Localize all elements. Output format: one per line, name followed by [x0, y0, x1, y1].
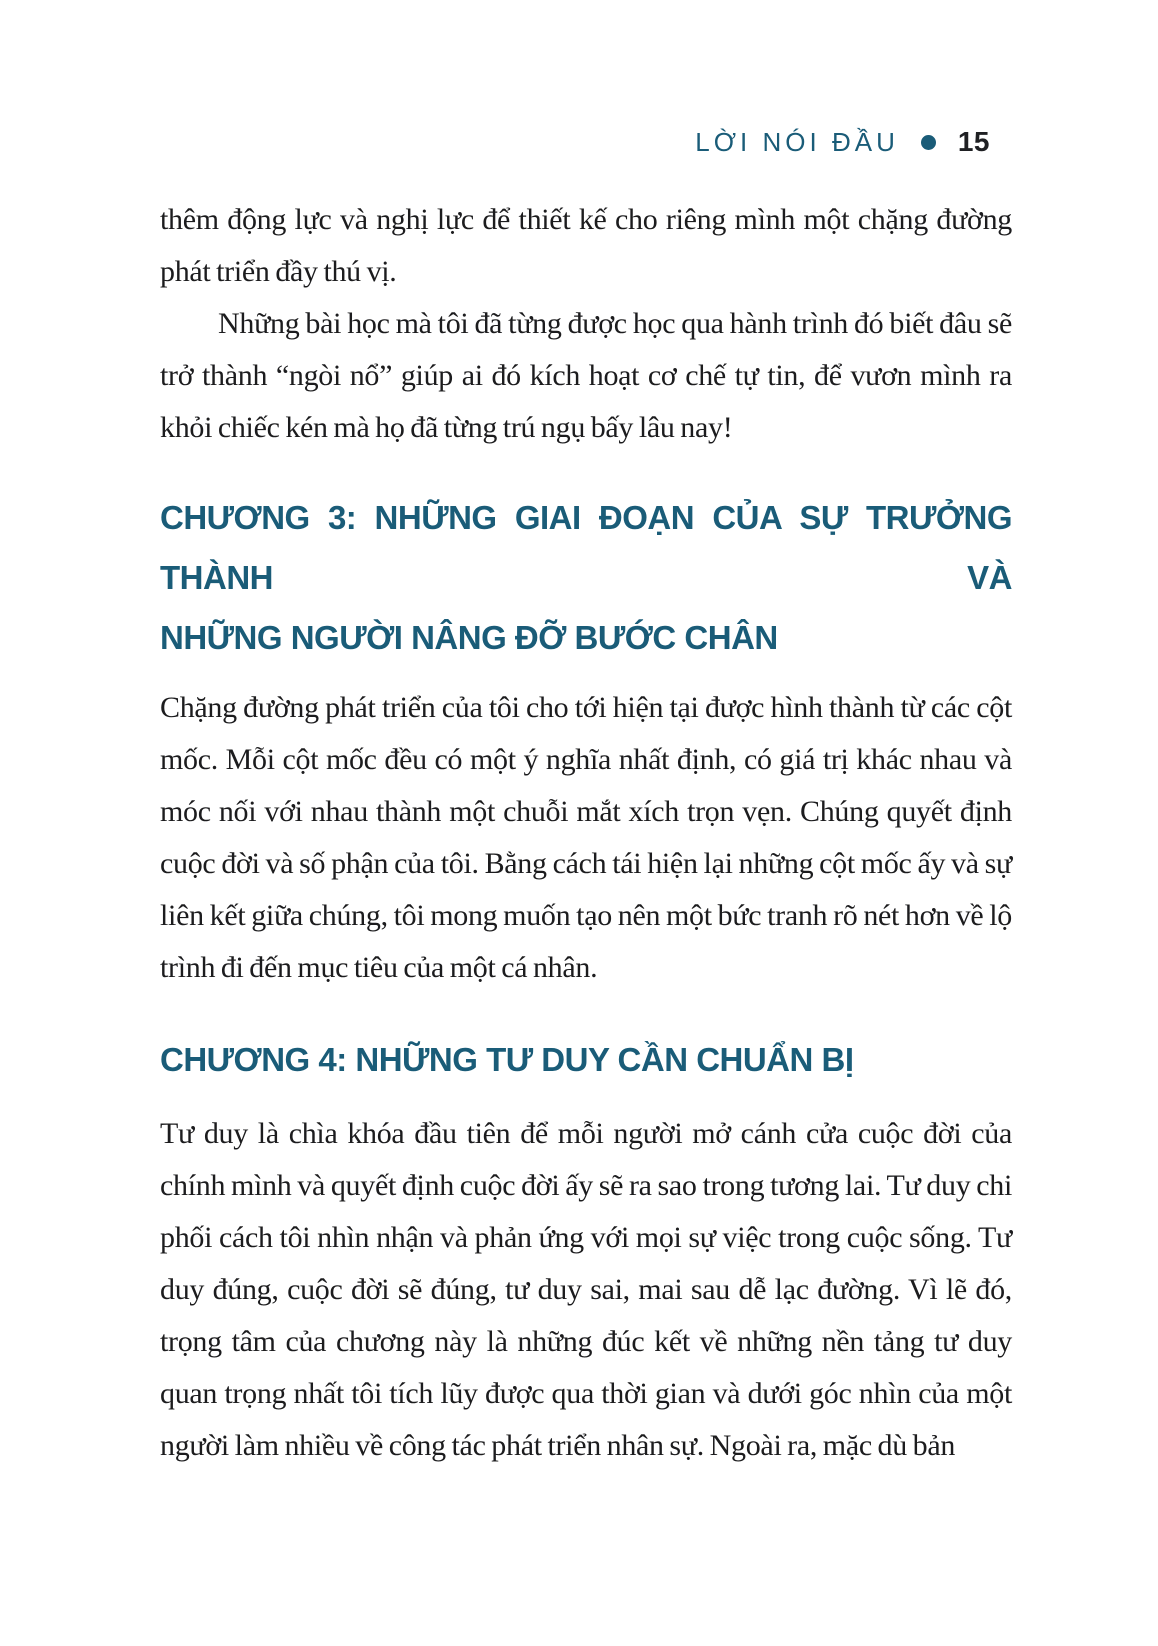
chapter-3-heading-line-1: CHƯƠNG 3: NHỮNG GIAI ĐOẠN CỦA SỰ TRƯỞNG THÀNH VÀ — [160, 499, 1012, 596]
chapter-4-heading — [160, 1030, 1012, 1090]
paragraph: Những bài học mà tôi đã từng được học qua hành trình đó biết đâu sẽ trở thành “ngòi nổ” giúp ai đó kích hoạt cơ chế tự tin, để vươn mình ra khỏi chiếc kén mà họ đã từng trú ngụ bấy lâu nay! — [160, 307, 1012, 444]
running-head-section-title: LỜI NÓI ĐẦU — [695, 126, 899, 157]
paragraph-continuation: thêm động lực và nghị lực để thiết kế cho riêng mình một chặng đường phát triển đầy thú vị. — [160, 203, 1012, 288]
paragraph: Chặng đường phát triển của tôi cho tới hiện tại được hình thành từ các cột mốc. Mỗi cột mốc đều có một ý nghĩa nhất định, có giá trị khác nhau và móc nối với nhau thành một chuỗi mắt xích trọn vẹn. Chúng quyết định cuộc đời và số phận của tôi. Bằng cách tái hiện lại những cột mốc ấy và sự liên kết giữa chúng, tôi mong muốn tạo nên một bức tranh rõ nét hơn về lộ trình đi đến mục tiêu của một cá nhân. — [160, 691, 1012, 984]
bullet-dot-icon — [921, 135, 936, 150]
chapter-3-heading-line-2: NHỮNG NGƯỜI NÂNG ĐỠ BƯỚC CHÂN — [160, 619, 778, 656]
paragraph: Tư duy là chìa khóa đầu tiên để mỗi người mở cánh cửa cuộc đời của chính mình và quyết định cuộc đời ấy sẽ ra sao trong tương lai. Tư duy chi phối cách tôi nhìn nhận và phản ứng với mọi sự việc trong cuộc sống. Tư duy đúng, cuộc đời sẽ đúng, tư duy sai, mai sau dễ lạc đường. Vì lẽ đó, trọng tâm của chương này là những đúc kết về những nền tảng tư duy quan trọng nhất tôi tích lũy được qua thời gian và dưới góc nhìn của một người làm nhiều về công tác phát triển nhân sự. Ngoài ra, mặc dù bản — [160, 1117, 1012, 1462]
chapter-3-heading — [160, 488, 1012, 668]
running-head — [160, 126, 1012, 158]
chapter-4-heading-line-1: CHƯƠNG 4: NHỮNG TƯ DUY CẦN CHUẨN BỊ — [160, 1041, 854, 1078]
page-number: 15 — [957, 126, 990, 157]
